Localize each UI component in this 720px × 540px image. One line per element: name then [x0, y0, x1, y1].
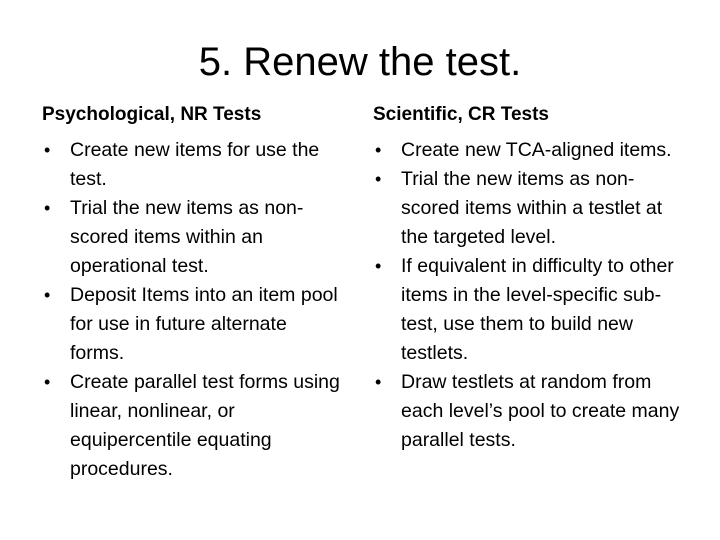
list-item-text: Trial the new items as non-scored items within a testlet at the targeted level. [401, 168, 663, 248]
bullet-icon: • [44, 198, 51, 218]
bullet-icon: • [375, 372, 382, 392]
list-item [373, 368, 691, 455]
bullet-icon: • [375, 256, 382, 276]
list-item [42, 194, 342, 281]
bullet-icon: • [375, 169, 382, 189]
list-item [373, 136, 691, 165]
list-item [42, 368, 342, 484]
list-item-text: Create new TCA-aligned items. [401, 139, 672, 161]
slide-title: 5. Renew the test. [198, 40, 522, 84]
left-bullet-list [42, 136, 342, 484]
bullet-icon: • [44, 140, 51, 160]
list-item-text: If equivalent in difficulty to other items in the level-specific sub-test, use them to build new testlets. [401, 255, 674, 364]
right-column-header: Scientific, CR Tests [373, 104, 549, 125]
right-column [373, 100, 693, 451]
list-item-text: Create parallel test forms using linear, nonlinear, or equipercentile equating procedures. [70, 371, 340, 480]
list-item-text: Trial the new items as non-scored items within an operational test. [70, 197, 304, 277]
left-column [42, 100, 342, 480]
right-bullet-list [373, 136, 691, 455]
bullet-icon: • [375, 140, 382, 160]
list-item-text: Create new items for use the test. [70, 139, 320, 190]
list-item [373, 165, 691, 252]
list-item [42, 136, 342, 194]
list-item-text: Deposit Items into an item pool for use in future alternate forms. [70, 284, 338, 364]
list-item [373, 252, 691, 368]
bullet-icon: • [44, 372, 51, 392]
list-item-text: Draw testlets at random from each level’s pool to create many parallel tests. [401, 371, 680, 451]
list-item [42, 281, 342, 368]
left-column-header: Psychological, NR Tests [42, 104, 262, 125]
bullet-icon: • [44, 285, 51, 305]
